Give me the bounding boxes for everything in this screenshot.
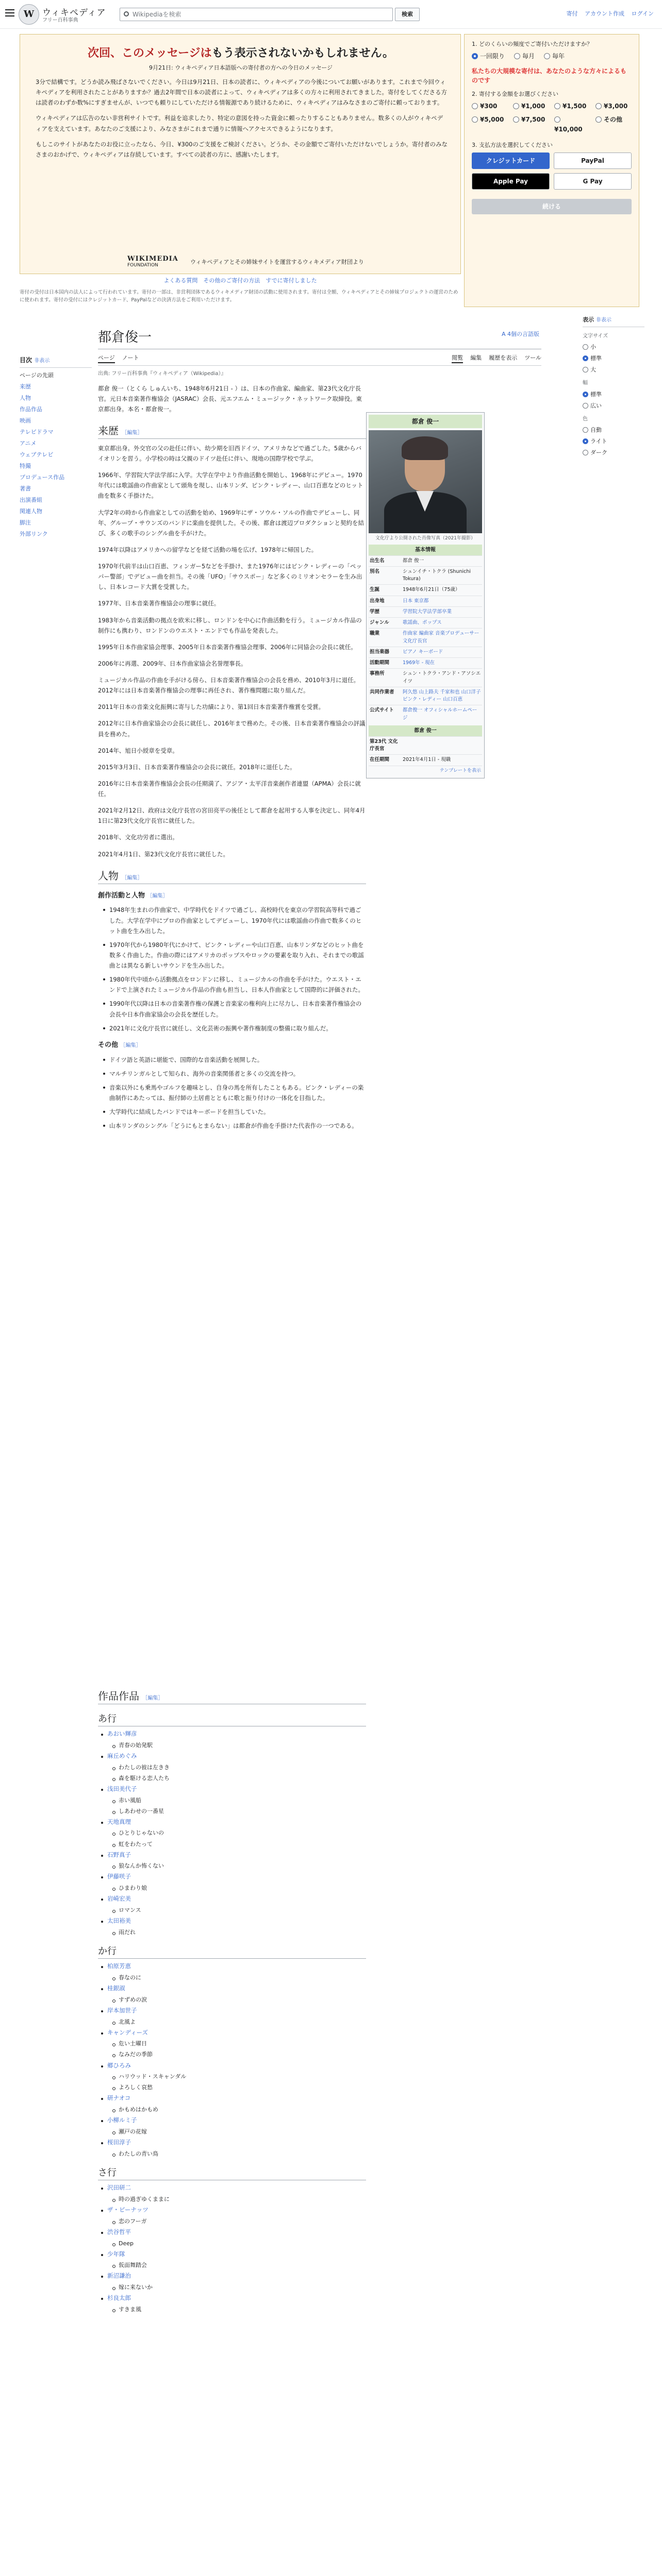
artist-item[interactable]: 桂銀淑	[98, 1984, 366, 1993]
infobox-rows-2	[369, 736, 482, 766]
personality-list	[98, 905, 366, 1033]
career-paragraph: 1977年、日本音楽著作権協会の理事に就任。	[98, 600, 220, 607]
works-letter-heading: あ行	[98, 1711, 366, 1726]
banner-links[interactable]: よくある質問 その他のご寄付の方法 すでに寄付しました	[163, 277, 317, 284]
career-paragraph: 2021年2月12日、政府は文化庁長官の宮田亮平の後任として都倉を起用する人事を決定し、同年4月1日に第23代文化庁長官に就任した。	[98, 807, 366, 825]
frequency-label: 一回限り	[480, 53, 505, 60]
infobox-row	[369, 657, 482, 668]
wikimedia-wordmark: WIKIMEDIA	[127, 255, 178, 263]
artist-item[interactable]: 麻丘めぐみ	[98, 1752, 366, 1761]
subsection-title: 創作活動と人物	[98, 891, 145, 900]
toc-list	[20, 371, 92, 539]
toc-item[interactable]: テレビドラマ	[20, 428, 54, 435]
other-item: 山本リンダのシングル「どうにもとまらない」は都倉が作曲を手掛けた代表作の一つである。	[103, 1121, 366, 1131]
subsection-title: その他	[98, 1041, 119, 1049]
appearance-panel	[583, 315, 644, 460]
artist-item[interactable]: 新沼謙治	[98, 2272, 366, 2281]
song-item: わたしの彼は左きき	[98, 1763, 366, 1772]
radio-icon[interactable]	[583, 392, 588, 397]
infobox-value: 2021年4月1日 - 現職	[403, 757, 451, 763]
other-item: マルチリンガルとして知られ、海外の音楽関係者と多くの交流を持つ。	[103, 1069, 366, 1079]
article-intro: 都倉 俊一（とくら しゅんいち、1948年6月21日 - ）は、日本の作曲家、編曲家、第23代文化庁長官。元日本音楽著作権協会（JASRAC）会長、元エフエム・ミュージック・ネットワーク取締役。東京都出身。本名・都倉俊一。	[98, 384, 362, 413]
payment-methods	[472, 152, 632, 190]
infobox-rows	[369, 555, 482, 723]
radio-icon[interactable]	[544, 53, 550, 59]
amount-option[interactable]	[595, 101, 632, 111]
toc-item[interactable]: ページの先頭	[20, 371, 54, 379]
artist-item[interactable]: 渋谷哲平	[98, 2228, 366, 2237]
artist-item[interactable]: ザ・ピーナッツ	[98, 2206, 366, 2215]
song-item: 赤い風船	[98, 1796, 366, 1805]
photo-caption: 文化庁より公開された肖像写真（2021年撮影）	[375, 536, 475, 541]
banner-paragraph: 3分で結構です。どうか読み飛ばさないでください。今日は9月21日、日本の読者に、ウィキペディアの今後についてお願いがあります。これまで今回ウィキペディアを利用されたことがありますか？過去2年間で日本の読者によって、ウィキペディアは多くの方々に利用されてきました。寄付をしてくださる方は読者のわずか数%にすぎませんが、いつでも頼りにしていただける情報源であり続けるために、ウィキペディアはみなさまのご寄付に頼っております。	[36, 78, 448, 107]
radio-icon[interactable]	[513, 116, 519, 123]
other-list	[98, 1055, 366, 1131]
other-item: 大学時代に結成したバンドではキーボードを担当していた。	[103, 1107, 366, 1117]
artist-item[interactable]: 太田裕美	[98, 1917, 366, 1926]
song-item: よろしく哀愁	[98, 2083, 366, 2092]
amount-options	[472, 101, 632, 134]
song-item: ハリウッド・スキャンダル	[98, 2072, 366, 2081]
section-heading-career	[98, 422, 366, 439]
appearance-option[interactable]	[583, 426, 644, 434]
toc-item[interactable]: 映画	[20, 417, 31, 424]
infobox-value[interactable]: ピアノ キーボード	[403, 649, 443, 655]
career-paragraph: 2011年日本の音楽文化振興に寄与した功績により、第1回日本音楽著作権賞を受賞。	[98, 703, 325, 711]
menu-icon[interactable]	[5, 9, 14, 16]
song-item: ひとりじゃないの	[98, 1828, 366, 1837]
career-paragraph: ミュージカル作品の作曲を手がける傍ら、日本音楽著作権協会の会長を務め、2010年3月に退任。2012年には日本音楽著作権協会の理事に再任され、著作権問題に取り組んだ。	[98, 676, 360, 694]
user-links[interactable]: 寄付 アカウント作成 ログイン	[566, 10, 654, 17]
donation-form	[464, 34, 639, 307]
song-item: 嫁に来ないか	[98, 2283, 366, 2292]
page-tabs	[98, 351, 541, 366]
amount-label: ¥3,000	[604, 102, 628, 110]
frequency-option[interactable]	[472, 52, 505, 61]
amount-option[interactable]	[472, 115, 508, 134]
banner-heading	[20, 45, 461, 62]
radio-icon[interactable]	[554, 116, 560, 123]
personality-item: 1980年代中頃から活動拠点をロンドンに移し、ミュージカルの作曲を手がけた。ウエスト・エンドで上演されたミュージカル作品の作曲も担当し、日本人作曲家として国際的に評価された。	[103, 974, 366, 995]
artist-item[interactable]: 岸本加世子	[98, 2006, 366, 2015]
artist-item[interactable]: キャンディーズ	[98, 2028, 366, 2038]
artist-item[interactable]: 小柳ルミ子	[98, 2116, 366, 2125]
page-title: 都倉俊一	[98, 330, 152, 345]
appearance-heading	[583, 315, 644, 327]
infobox-value: 都倉 俊一	[403, 557, 424, 564]
infobox-key: 担当楽器	[370, 649, 390, 655]
personality-item: 1948年生まれの作曲家で、中学時代をドイツで過ごし、高校時代を東京の学習院高等科で過ごした。大学在学中にプロの作曲家としてデビューし、1970年代には歌謡曲の作曲で数多くのヒット曲を生み出した。	[103, 905, 366, 936]
appearance-option-label: ライト	[590, 438, 607, 445]
song-item: しあわせの一番星	[98, 1807, 366, 1816]
works-letter-heading: さ行	[98, 2165, 366, 2180]
personality-item: 2021年に文化庁長官に就任し、文化芸術の振興や著作権制度の整備に取り組んだ。	[103, 1023, 366, 1033]
toc-item[interactable]: 出演番組	[20, 497, 42, 504]
search-placeholder: Wikipediaを検索	[133, 11, 181, 18]
banner-paragraph: ウィキペディアは広告のない非営利サイトです。利益を追求したり、特定の意図を持った資金に頼ったりすることもありません。数多くの人がウィキペディアを支えています。あなたのご支援により、みなさまがこれまで通りに情報へアクセスできるようになります。	[36, 114, 443, 132]
career-paragraph: 1970年代前半は山口百恵、フィンガー5などを手掛け、また1976年にはピンク・レディーの「ペッパー警部」でデビュー曲を担当。その後「UFO」「サウスポー」など多くのミリオンセラーを生み出し、日本レコード大賞を受賞した。	[98, 563, 362, 591]
view-tabs	[452, 351, 541, 365]
infobox-key: 学歴	[370, 608, 380, 615]
apple-pay-button[interactable]: Apple Pay	[472, 173, 550, 190]
infobox-row	[369, 617, 482, 628]
song-item: Deep	[98, 2239, 366, 2248]
infobox-value[interactable]: 作曲家 編曲家 音楽プロデューサー 文化庁長官	[403, 631, 479, 644]
paypal-button[interactable]: PayPal	[554, 152, 632, 169]
wikimedia-logo	[127, 255, 178, 268]
toc-item[interactable]: 著書	[20, 485, 31, 493]
appearance-option-label: ダーク	[590, 449, 607, 456]
search-button[interactable]: 検索	[395, 8, 420, 21]
works-groups	[98, 1711, 366, 2314]
career-paragraph: 1974年以降はアメリカへの留学などを経て活動の場を広げ、1978年に帰国した。	[98, 546, 318, 553]
infobox-row	[369, 647, 482, 657]
infobox-row	[369, 754, 482, 765]
radio-icon[interactable]	[513, 103, 519, 109]
song-item: 危い土曜日	[98, 2039, 366, 2048]
infobox-title: 都倉 俊一	[369, 415, 482, 428]
radio-icon[interactable]	[583, 355, 588, 361]
infobox-row	[369, 628, 482, 647]
appearance-group-label: 幅	[583, 380, 588, 386]
appearance-option[interactable]	[583, 401, 644, 410]
infobox-key: 出身地	[370, 598, 385, 604]
view-tab-3[interactable]: ツール	[524, 354, 541, 361]
song-item: 春なのに	[98, 1973, 366, 1982]
infobox-value[interactable]: 都倉俊一 オフィシャルホームページ	[403, 707, 477, 721]
song-item: なみだの季節	[98, 2050, 366, 2059]
infobox-key: 第23代 文化庁長官	[370, 738, 398, 752]
infobox-section-2: 都倉 俊一	[369, 725, 482, 736]
amount-option[interactable]	[513, 101, 549, 111]
career-paragraph: 大学2年の時から作曲家としての活動を始め、1969年にザ・ソウル・ソルの作曲でデビューし、同年、グループ・サウンズのバンドに楽曲を提供した。その後、都倉は渡辺プロダクションと契約を結び、多くの歌手のシングル曲を手がけた。	[98, 509, 364, 537]
search-input[interactable]	[120, 8, 393, 21]
artist-item[interactable]: 浅田美代子	[98, 1785, 366, 1794]
amount-question: 2. 寄付する金額をお選びください	[472, 90, 558, 97]
banner-slogan: ウィキペディアとその姉妹サイトを運営するウィキメディア財団より	[190, 259, 364, 265]
appearance-hide-link[interactable]: 非表示	[595, 317, 611, 323]
radio-icon[interactable]	[583, 427, 588, 433]
career-paragraph: 2014年、旭日小綬章を受章。	[98, 747, 178, 754]
career-paragraph: 2015年3月3日、日本音楽著作権協会の会長に就任。2018年に退任した。	[98, 763, 296, 771]
song-item: 森を駆ける恋人たち	[98, 1774, 366, 1783]
amount-label: ¥300	[480, 102, 498, 110]
amount-option[interactable]	[595, 115, 632, 134]
radio-icon[interactable]	[595, 116, 602, 123]
tab-0[interactable]: ページ	[98, 353, 115, 363]
artist-item[interactable]: 杉良太郎	[98, 2294, 366, 2303]
infobox-row	[369, 555, 482, 566]
career-paragraph: 1995年日本作曲家協会理事、2005年日本音楽著作権協会理事、2006年に同協会の会長に就任。	[98, 643, 357, 651]
artist-item[interactable]: 岩崎宏美	[98, 1894, 366, 1904]
google-pay-button[interactable]: G Pay	[554, 173, 632, 190]
tab-1[interactable]: ノート	[122, 354, 139, 361]
donation-note: 私たちの大規模な寄付は、あなたのような方々によるものです	[472, 67, 627, 84]
infobox-row	[369, 566, 482, 585]
career-paragraph: 2018年、文化功労者に選出。	[98, 834, 178, 841]
page-title-bar	[98, 319, 541, 349]
toc-item[interactable]: 作品作品	[20, 405, 42, 413]
appearance-group-label: 色	[583, 416, 588, 422]
career-paragraph: 1966年、学習院大学法学部に入学。大学在学中より作曲活動を開始し、1968年にデビュー。1970年代には歌謡曲の作曲家として頭角を現し、山本リンダ、ピンク・レディー、山口百恵などのヒット曲を数多く手掛けた。	[98, 471, 363, 500]
donation-banner	[20, 34, 461, 274]
toc-item[interactable]: ウェブテレビ	[20, 451, 54, 458]
radio-icon[interactable]	[554, 103, 560, 109]
view-tab-0[interactable]: 閲覧	[452, 353, 463, 363]
career-paragraphs	[98, 443, 366, 859]
radio-icon[interactable]	[583, 367, 588, 372]
toc-item[interactable]: プロデュース作品	[20, 474, 65, 481]
frequency-option[interactable]	[514, 52, 535, 61]
artist-item[interactable]: 伊藤咲子	[98, 1872, 366, 1882]
continue-button[interactable]: 続ける	[472, 199, 632, 214]
artist-item[interactable]: 研ナオコ	[98, 2094, 366, 2103]
appearance-option[interactable]	[583, 354, 644, 363]
payment-question: 3. 支払方法を選択してください	[472, 141, 553, 148]
edit-link[interactable]: ［編集］	[147, 893, 168, 899]
edit-link[interactable]: ［編集］	[142, 1696, 163, 1701]
infobox-key: 公式サイト	[370, 707, 394, 714]
song-item: 虹をわたって	[98, 1840, 366, 1849]
infobox-value: シュン・トクラ・アンド・アソシエイツ	[403, 671, 481, 684]
amount-label: ¥5,000	[480, 116, 504, 124]
artist-item[interactable]: 柏原芳恵	[98, 1962, 366, 1971]
toc-item[interactable]: 外部リンク	[20, 531, 48, 538]
infobox-key: 別名	[370, 568, 380, 574]
radio-icon[interactable]	[583, 344, 588, 350]
song-item: 狼なんか怖くない	[98, 1861, 366, 1870]
edit-link[interactable]: ［編集］	[122, 430, 143, 436]
other-item: 音楽以外にも乗馬やゴルフを趣味とし、自身の馬を所有したこともある。ピンク・レディーの楽曲制作にあたっては、振付師の土居甫とともに歌と振り付けの一体化を目指した。	[103, 1082, 366, 1103]
song-item: すきま風	[98, 2305, 366, 2314]
radio-icon[interactable]	[514, 53, 520, 59]
radio-icon[interactable]	[583, 438, 588, 444]
infobox-row	[369, 687, 482, 705]
wikipedia-logo[interactable]: W	[19, 4, 39, 25]
song-item: 青春の始発駅	[98, 1741, 366, 1750]
appearance-group-label: 文字サイズ	[583, 333, 608, 339]
donation-disclaimer: 寄付の受付は日本国内の法人によって行われています。寄付の一部は、非営利団体であるウィキメディア財団の活動に使用されます。寄付は全額、ウィキペディアとその姉妹プロジェクトの運営のために使われます。寄付の受付にはクレジットカード、PayPalなどの決済方法をご利用いただけます。	[20, 290, 458, 303]
infobox-value[interactable]: 1969年 - 現在	[403, 660, 435, 666]
song-item: すずめの涙	[98, 1995, 366, 2004]
radio-icon[interactable]	[472, 116, 478, 123]
career-paragraph: 2016年に日本音楽著作権協会会長の任期満了、アジア・太平洋音楽創作者連盟（APMA）会長に就任。	[98, 779, 361, 798]
section-title: 来歴	[98, 424, 119, 437]
amount-label: ¥10,000	[554, 126, 583, 133]
infobox-row	[369, 596, 482, 606]
infobox-key: 共同作業者	[370, 689, 394, 695]
frequency-label: 毎年	[552, 53, 565, 60]
section-heading-person	[98, 868, 366, 884]
artist-item[interactable]: 沢田研二	[98, 2183, 366, 2193]
infobox-key: 在任期間	[370, 757, 390, 763]
infobox-key: 生誕	[370, 587, 380, 593]
personality-item: 1990年代以降は日本の音楽著作権の保護と音楽家の権利向上に尽力し、日本音楽著作権協会の会長や日本作曲家協会の会長を歴任した。	[103, 998, 366, 1019]
view-tab-2[interactable]: 履歴を表示	[489, 354, 518, 361]
appearance-option-label: 標準	[590, 391, 602, 398]
infobox-row	[369, 606, 482, 617]
wikimedia-wordmark-sub: FOUNDATION	[127, 263, 158, 268]
infobox-key: ジャンル	[370, 620, 389, 625]
other-item: ドイツ語と英語に堪能で、国際的な音楽活動を展開した。	[103, 1055, 366, 1065]
works-letter-heading: か行	[98, 1944, 366, 1959]
section-title: 作品作品	[98, 1690, 139, 1702]
artist-item[interactable]: 石野真子	[98, 1851, 366, 1860]
amount-label: ¥1,000	[521, 102, 545, 110]
amount-label: ¥7,500	[521, 116, 545, 124]
amount-option[interactable]	[472, 101, 508, 111]
song-item: 雨だれ	[98, 1928, 366, 1937]
frequency-label: 毎月	[522, 53, 535, 60]
edit-link[interactable]: ［編集］	[122, 875, 143, 881]
radio-icon[interactable]	[472, 103, 478, 109]
appearance-option[interactable]	[583, 343, 644, 351]
toc-heading	[20, 355, 92, 368]
header	[0, 0, 662, 29]
infobox-row	[369, 736, 482, 755]
toc-item[interactable]: アニメ	[20, 439, 37, 447]
infobox-key: 職業	[370, 631, 380, 637]
toc-item[interactable]: 人物	[20, 394, 31, 401]
career-paragraph: 東京都出身。外交官の父の赴任に伴い、幼少期を旧西ドイツ、アメリカなどで過ごした。5歳からバイオリンを習う。小学校の時は父親のドイツ赴任に伴い、現地の国際学校で学ぶ。	[98, 444, 362, 463]
song-item: 時の過ぎゆくままに	[98, 2195, 366, 2204]
view-tab-1[interactable]: 編集	[470, 354, 482, 361]
infobox-row	[369, 705, 482, 723]
career-paragraph: 2021年4月1日、第23代文化庁長官に就任した。	[98, 850, 229, 858]
infobox-value: シュンイチ・トクラ (Shunichi Tokura)	[403, 568, 471, 582]
appearance-option-label: 標準	[590, 355, 602, 362]
artist-item[interactable]: あおい輝彦	[98, 1730, 366, 1739]
toc-item[interactable]: 関連人物	[20, 508, 42, 515]
radio-icon[interactable]	[472, 53, 478, 59]
infobox-section: 基本情報	[369, 545, 482, 555]
toc-item[interactable]: 特撮	[20, 462, 31, 469]
language-links[interactable]: A 4個の言語版	[501, 331, 539, 337]
toc-item[interactable]: 来歴	[20, 383, 31, 390]
banner-subline: 9月21日: ウィキペディア日本語版への寄付者の方への今日のメッセージ	[149, 64, 333, 71]
frequency-options	[472, 52, 632, 61]
amount-label: ¥1,500	[562, 102, 587, 110]
song-item: ひまわり娘	[98, 1884, 366, 1892]
banner-body	[36, 77, 448, 165]
infobox	[366, 412, 485, 778]
appearance-option[interactable]	[583, 390, 644, 399]
banner-heading-rest: もう表示されないかもしれません。	[211, 47, 394, 60]
infobox-value: 1948年6月21日（75歳）	[403, 587, 460, 593]
artist-item[interactable]: 桜田淳子	[98, 2138, 366, 2147]
appearance-option[interactable]	[583, 437, 644, 446]
portrait-hair	[402, 436, 448, 460]
amount-label: その他	[604, 116, 623, 124]
infobox-row	[369, 584, 482, 595]
portrait-photo[interactable]	[369, 430, 482, 533]
radio-icon[interactable]	[583, 403, 588, 409]
template-link[interactable]	[369, 766, 482, 776]
infobox-row	[369, 668, 482, 687]
wordmark[interactable]: ウィキペディア	[42, 8, 106, 18]
appearance-title: 表示	[583, 316, 594, 323]
works-section	[98, 1680, 366, 2316]
career-paragraph: 2006年に再選、2009年、日本作曲家協会名誉理事長。	[98, 659, 247, 667]
edit-link[interactable]: ［編集］	[120, 1042, 141, 1048]
appearance-groups	[583, 332, 644, 457]
career-paragraph: 1983年から音楽活動の拠点を欧米に移し、ロンドンを中心に作曲活動を行う。ミュージカル作品の制作にも携わり、ロンドンのウエスト・エンドでも作品を発表した。	[98, 616, 362, 634]
subsection-heading-personality	[98, 890, 366, 902]
song-item: 瀬戸の花嫁	[98, 2127, 366, 2136]
song-item: 恋のフーガ	[98, 2217, 366, 2226]
song-item: かもめはかもめ	[98, 2105, 366, 2114]
infobox-value[interactable]: 学習院大学法学部卒業	[403, 608, 452, 615]
search-icon	[124, 11, 129, 16]
frequency-option[interactable]	[544, 52, 565, 61]
infobox-key: 活動期間	[370, 660, 390, 666]
artist-item[interactable]: 郷ひろみ	[98, 2061, 366, 2071]
credit-card-button[interactable]: クレジットカード	[472, 152, 550, 169]
banner-heading-red: 次回、このメッセージは	[87, 47, 212, 60]
personality-item: 1970年代から1980年代にかけて、ピンク・レディーや山口百恵、山本リンダなどのヒット曲を数多く作曲した。作曲の際にはアメリカのポップスやロックの要素を取り入れ、それまでの歌謡曲とは異なる新しいサウンドを生み出した。	[103, 940, 366, 971]
page-source: 出典: フリー百科事典『ウィキペディア（Wikipedia）』	[98, 371, 226, 377]
amount-option[interactable]	[513, 115, 549, 134]
song-item: 仮面舞踏会	[98, 2261, 366, 2269]
appearance-option[interactable]	[583, 365, 644, 374]
infobox-value[interactable]: 阿久悠 山上路夫 千家和也 山口洋子 ピンク・レディー 山口百恵	[403, 689, 481, 702]
frequency-question: 1. どのくらいの頻度でご寄付いただけますか？	[472, 41, 592, 47]
appearance-option-label: 大	[590, 366, 596, 374]
artist-item[interactable]: 天地真理	[98, 1818, 366, 1827]
article-body	[98, 383, 366, 1131]
infobox-value	[403, 738, 481, 753]
song-item: ロマンス	[98, 1906, 366, 1914]
toc-item[interactable]: 脚注	[20, 519, 31, 527]
appearance-option-label: 広い	[590, 402, 602, 409]
infobox-value[interactable]: 歌謡曲、ポップス	[403, 620, 442, 625]
career-paragraph: 2012年に日本作曲家協会の会長に就任し、2016年まで務めた。その後、日本音楽著作権協会の評議員を務めた。	[98, 720, 366, 738]
appearance-option-label: 小	[590, 344, 596, 350]
template-link-label[interactable]: テンプレートを表示	[439, 768, 481, 773]
toc-hide-link[interactable]: 非表示	[34, 358, 50, 364]
toc-title: 目次	[20, 357, 32, 364]
amount-option[interactable]	[554, 115, 590, 134]
infobox-key: 出生名	[370, 557, 385, 564]
table-of-contents	[20, 355, 92, 541]
appearance-option-label: 自動	[590, 427, 602, 434]
infobox-value[interactable]: 日本 東京都	[403, 598, 429, 604]
infobox-key: 事務所	[370, 671, 385, 677]
section-title: 人物	[98, 869, 119, 882]
radio-icon[interactable]	[583, 450, 588, 455]
radio-icon[interactable]	[595, 103, 602, 109]
song-item: 北風よ	[98, 2018, 366, 2026]
artist-item[interactable]: 少年隊	[98, 2250, 366, 2259]
appearance-option[interactable]	[583, 448, 644, 457]
subsection-heading-other	[98, 1040, 366, 1052]
section-heading-works	[98, 1688, 366, 1704]
amount-option[interactable]	[554, 101, 590, 111]
tagline: フリー百科事典	[42, 18, 78, 23]
namespace-tabs	[98, 351, 139, 365]
song-item: わたしの青い鳥	[98, 2149, 366, 2158]
banner-paragraph: もしこのサイトがあなたのお役に立ったなら、今日、¥300のご支援をご検討ください。どうか、その金額でご寄付いただけないでしょうか。寄付者のみなさまのおかげで、ウィキペディアは存続しています。すべての読者の方に、感謝いたします。	[36, 140, 448, 158]
